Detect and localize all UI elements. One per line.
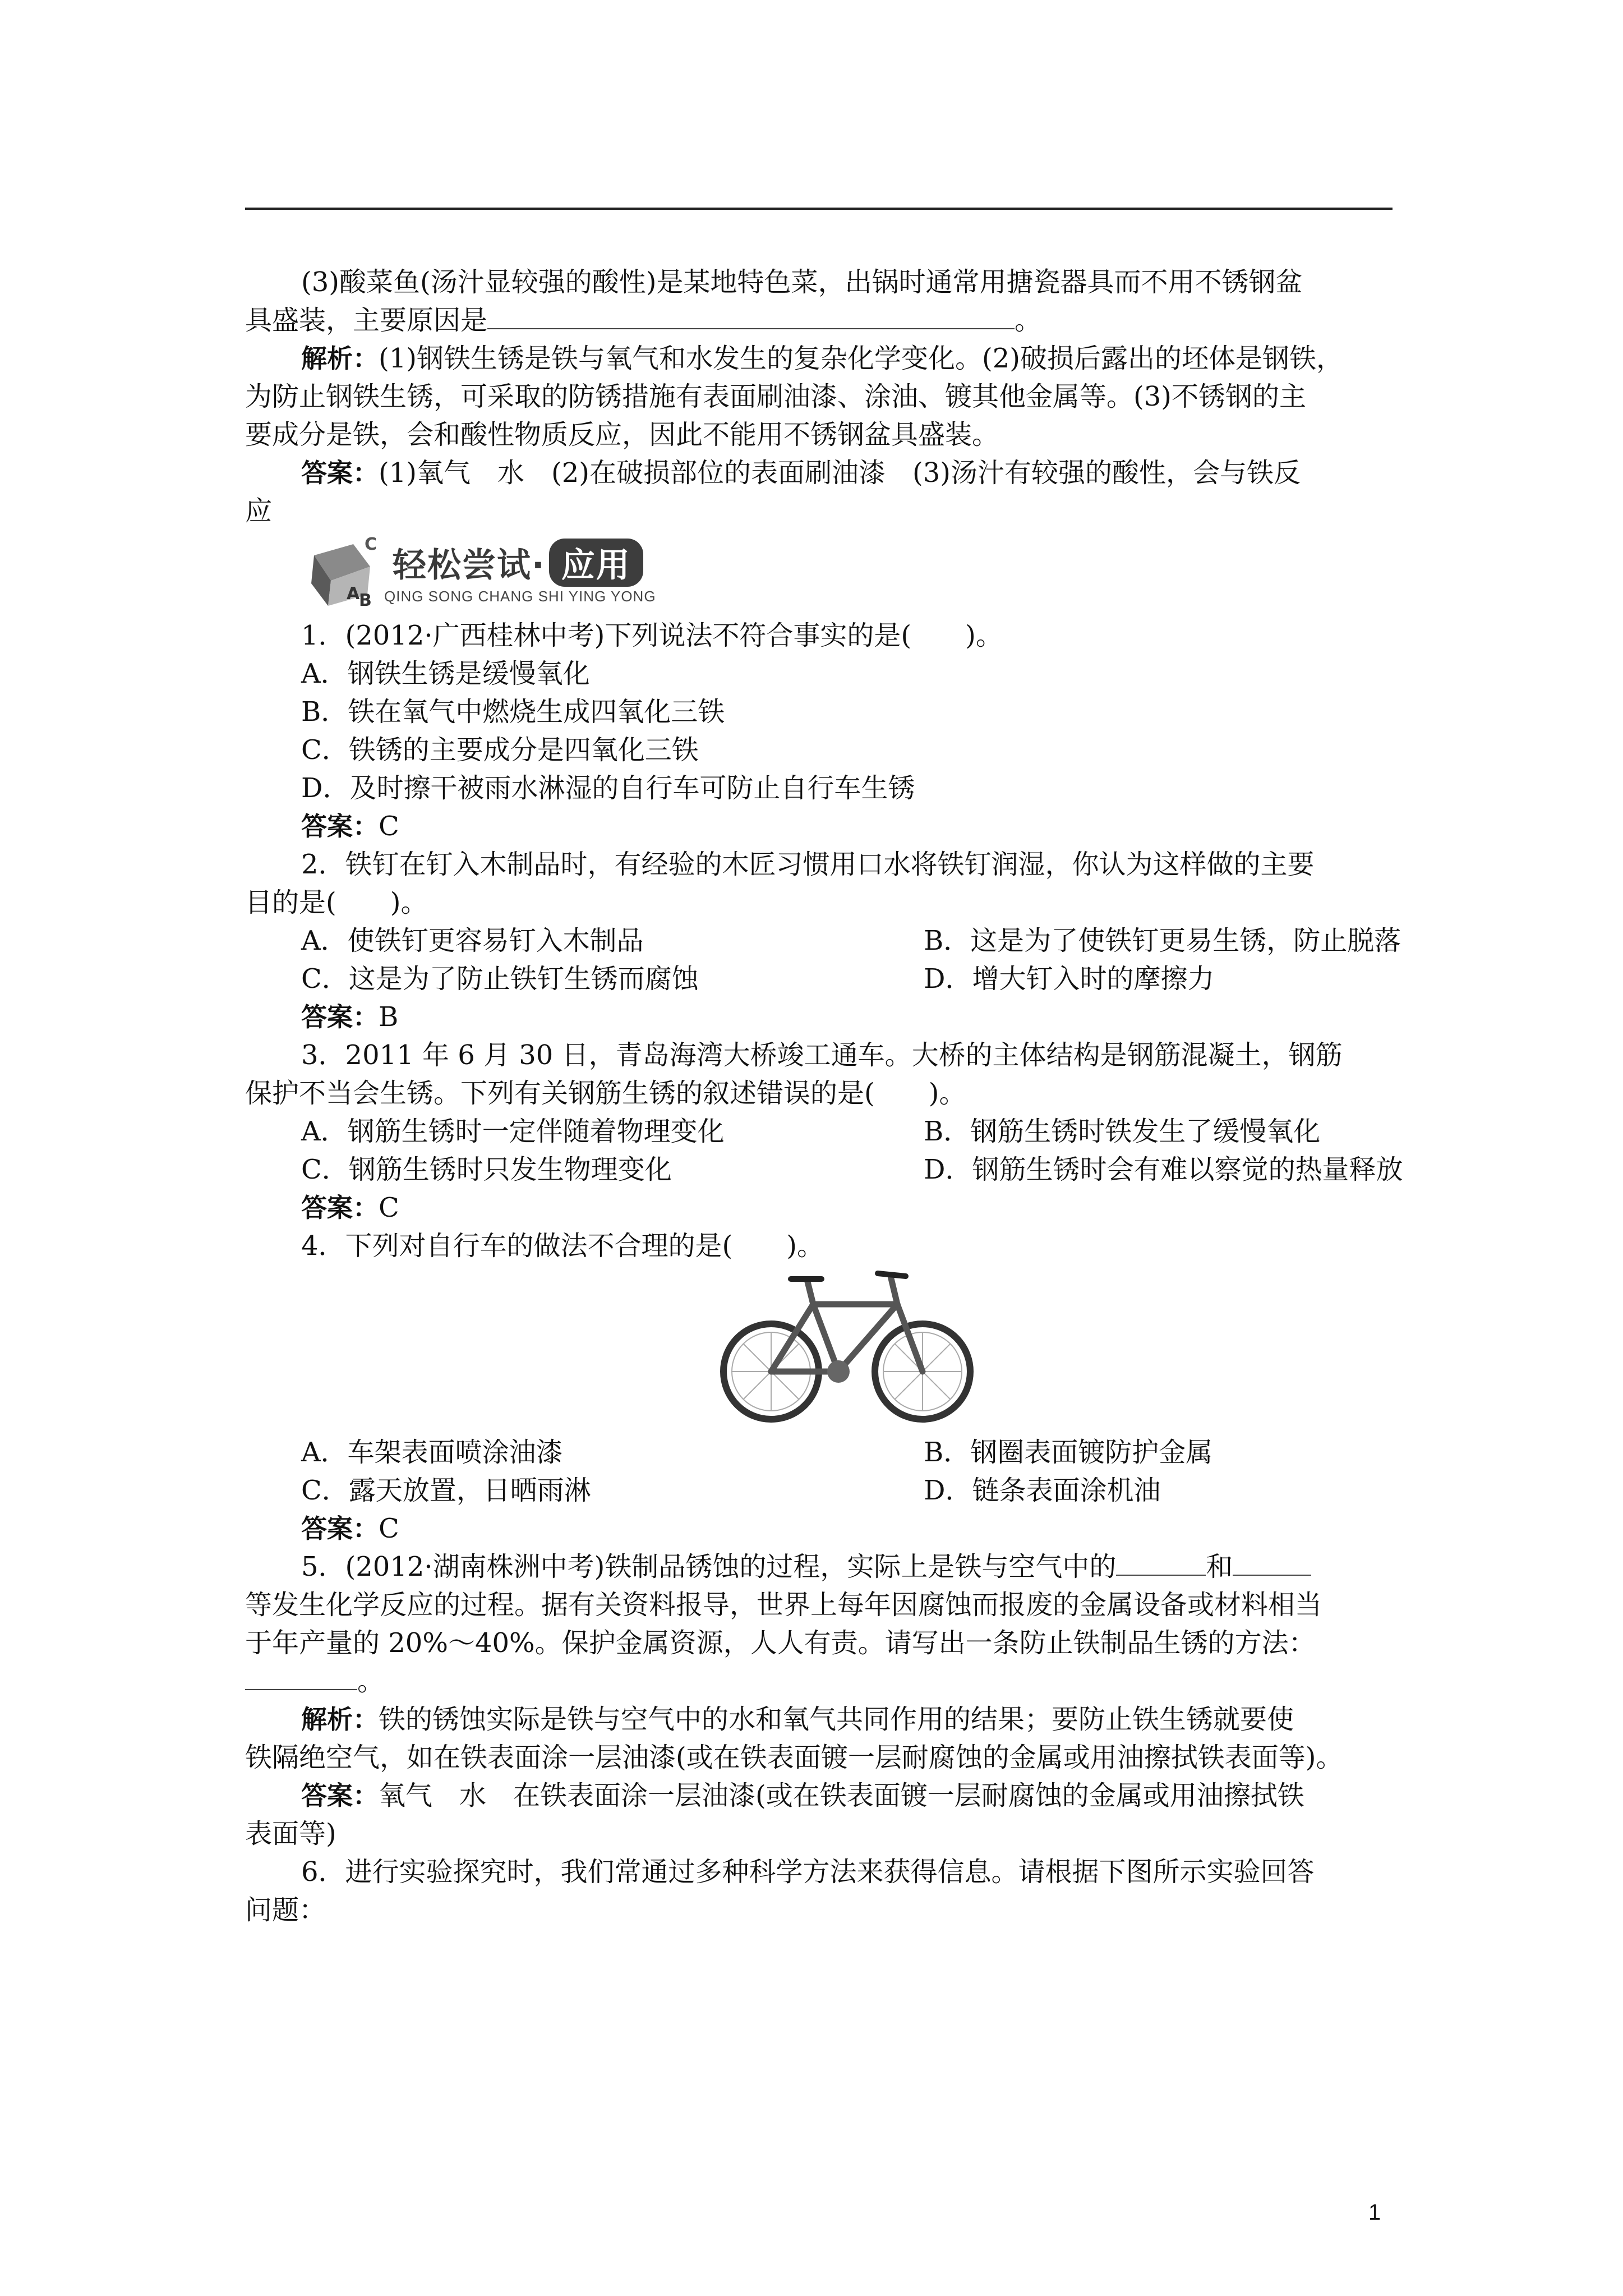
q1-option-d: D．及时擦干被雨水淋湿的自行车可防止自行车生锈 <box>301 772 915 804</box>
section-banner <box>303 533 662 611</box>
q3-stem-line2: 保护不当会生锈。下列有关钢筋生锈的叙述错误的是( )。 <box>245 1078 966 1109</box>
q3-answer: 答案：C <box>301 1192 399 1223</box>
answer-blank <box>487 306 1015 329</box>
svg-text:B: B <box>359 591 372 610</box>
q3-options-cd <box>301 1151 1403 1188</box>
q2-option-a: A．使铁钉更容易钉入木制品 <box>301 925 644 956</box>
q4-option-a: A．车架表面喷涂油漆 <box>301 1437 563 1468</box>
header-rule <box>245 208 1393 210</box>
page-number: 1 <box>1368 2200 1381 2225</box>
q3-text-line2: 具盛装，主要原因是 。 <box>245 305 1042 336</box>
q5-stem-line1: 5．(2012·湖南株洲中考)铁制品锈蚀的过程，实际上是铁与空气中的 和 <box>301 1548 1393 1585</box>
q6-stem-line1: 6．进行实验探究时，我们常通过多种科学方法来获得信息。请根据下图所示实验回答 <box>301 1856 1315 1888</box>
q2-options-cd <box>301 960 1393 997</box>
svg-text:C: C <box>365 535 377 554</box>
analysis-line3: 要成分是铁，会和酸性物质反应，因此不能用不锈钢盆具盛装。 <box>245 419 999 450</box>
banner-title-pill: 应用 <box>549 539 643 587</box>
q5-stem-line3: 于年产量的 20%～40%。保护金属资源，人人有责。请写出一条防止铁制品生锈的方法： <box>245 1627 1316 1659</box>
q1-option-c: C．铁锈的主要成分是四氧化三铁 <box>301 734 699 766</box>
analysis-line2: 为防止钢铁生锈，可采取的防锈措施有表面刷油漆、涂油、镀其他金属等。(3)不锈钢的主 <box>245 381 1306 412</box>
q1-option-a: A．钢铁生锈是缓慢氧化 <box>301 658 590 689</box>
q5-analysis-line2: 铁隔绝空气，如在铁表面涂一层油漆(或在铁表面镀一层耐腐蚀的金属或用油擦拭铁表面等)。 <box>245 1742 1343 1773</box>
q1-stem: 1．(2012·广西桂林中考)下列说法不符合事实的是( )。 <box>301 620 1003 651</box>
q3-options-ab <box>301 1113 1393 1150</box>
answer-line2: 应 <box>245 495 273 527</box>
q4-options-ab <box>301 1434 1393 1471</box>
answer-blank <box>1233 1552 1311 1576</box>
q5-stem-line2: 等发生化学反应的过程。据有关资料报导，世界上每年因腐蚀而报废的金属设备或材料相当 <box>245 1589 1322 1621</box>
q3-option-b: B．钢筋生锈时铁发生了缓慢氧化 <box>924 1116 1321 1147</box>
q2-stem-line1: 2．铁钉在钉入木制品时，有经验的木匠习惯用口水将铁钉润湿，你认为这样做的主要 <box>301 849 1315 880</box>
q4-option-d: D．链条表面涂机油 <box>924 1475 1161 1506</box>
q3-option-d: D．钢筋生锈时会有难以察觉的热量释放 <box>924 1154 1403 1185</box>
q6-stem-line2: 问题： <box>245 1894 326 1926</box>
q4-options-cd <box>301 1472 1393 1509</box>
banner-subtitle: QING SONG CHANG SHI YING YONG <box>384 588 656 605</box>
q3-option-c: C．钢筋生锈时只发生物理变化 <box>301 1154 672 1185</box>
q1-answer: 答案：C <box>301 811 399 842</box>
q5-answer-line2: 表面等) <box>245 1818 336 1849</box>
q5-answer-line1: 答案：氧气 水 在铁表面涂一层油漆(或在铁表面镀一层耐腐蚀的金属或用油擦拭铁 <box>301 1780 1304 1811</box>
analysis-line1: 解析：(1)钢铁生锈是铁与氧气和水发生的复杂化学变化。(2)破损后露出的坯体是钢铁， <box>301 343 1343 374</box>
answer-blank <box>245 1667 357 1690</box>
answer-label: 答案： <box>301 458 379 488</box>
q3-text-line1: (3)酸菜鱼(汤汁显较强的酸性)是某地特色菜，出锅时通常用搪瓷器具而不用不锈钢盆 <box>301 266 1303 298</box>
q4-stem: 4．下列对自行车的做法不合理的是( )。 <box>301 1230 824 1262</box>
q4-option-b: B．钢圈表面镀防护金属 <box>924 1437 1213 1468</box>
q2-stem-line2: 目的是( )。 <box>245 887 428 918</box>
q2-option-b: B．这是为了使铁钉更易生锈，防止脱落 <box>924 925 1401 956</box>
svg-text:A: A <box>347 584 360 604</box>
abc-blocks-icon <box>303 533 387 611</box>
q1-option-b: B．铁在氧气中燃烧生成四氧化三铁 <box>301 696 725 728</box>
q5-analysis-line1: 解析：铁的锈蚀实际是铁与空气中的水和氧气共同作用的结果；要防止铁生锈就要使 <box>301 1704 1294 1735</box>
q4-option-c: C．露天放置，日晒雨淋 <box>301 1475 591 1506</box>
q2-options-ab <box>301 922 1401 959</box>
answer-line1: 答案：(1)氧气 水 (2)在破损部位的表面刷油漆 (3)汤汁有较强的酸性，会与铁反 <box>301 457 1301 489</box>
banner-title: 轻松尝试· 应用 <box>393 539 643 587</box>
q3-option-a: A．钢筋生锈时一定伴随着物理变化 <box>301 1116 725 1147</box>
q2-option-d: D．增大钉入时的摩擦力 <box>924 963 1215 995</box>
q2-answer: 答案：B <box>301 1001 399 1033</box>
analysis-label: 解析： <box>301 343 379 374</box>
bicycle-image <box>718 1251 976 1430</box>
q2-option-c: C．这是为了防止铁钉生锈而腐蚀 <box>301 963 699 995</box>
q5-stem-line4: 。 <box>245 1663 1393 1700</box>
q4-answer: 答案：C <box>301 1513 399 1544</box>
q3-stem-line1: 3．2011 年 6 月 30 日，青岛海湾大桥竣工通车。大桥的主体结构是钢筋混凝土，钢筋 <box>301 1039 1343 1071</box>
answer-blank <box>1116 1552 1206 1576</box>
